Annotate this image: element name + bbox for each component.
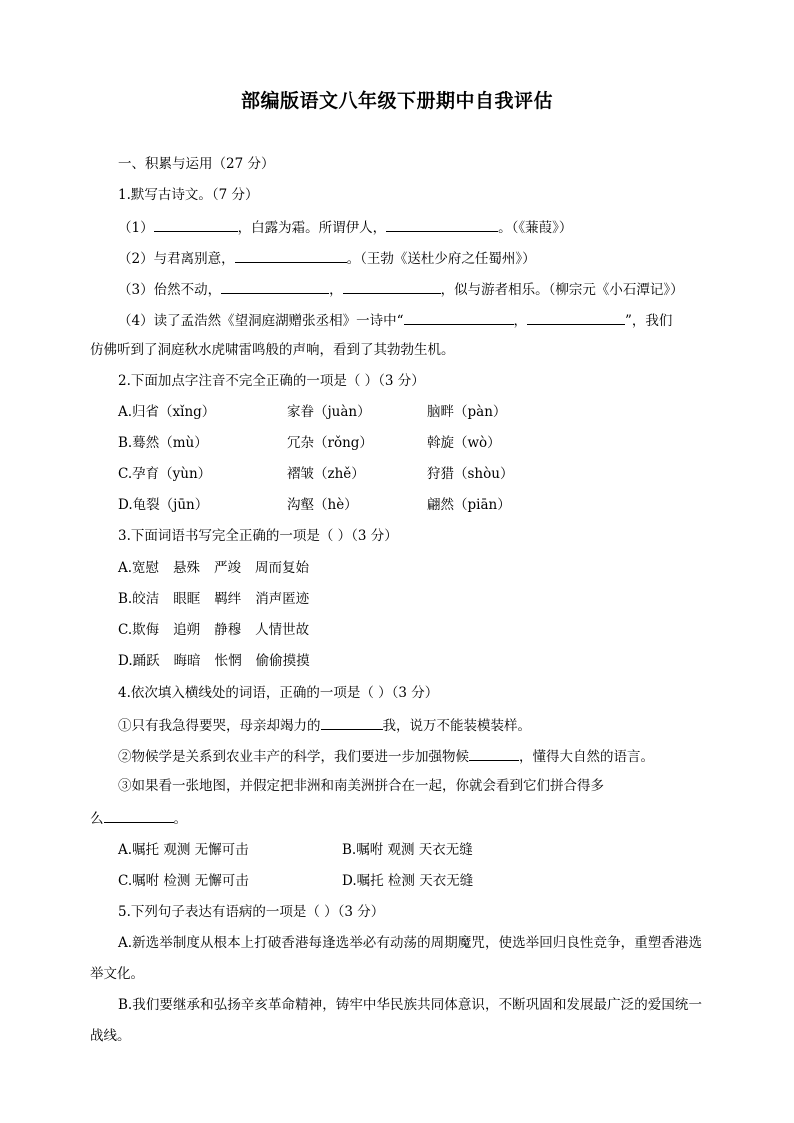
q4-option-c: C.嘱咐 检测 无懈可击: [118, 873, 249, 889]
q3-option-d: [118, 651, 324, 671]
answer-blank[interactable]: [235, 247, 347, 263]
answer-blank[interactable]: [527, 309, 625, 325]
q2-word: 家眷（juàn）: [287, 404, 371, 420]
answer-blank[interactable]: [343, 278, 441, 294]
answer-blank[interactable]: [321, 714, 383, 730]
question-1-stem: 1.默写古诗文。（7 分）: [118, 187, 259, 203]
section-heading: 一、积累与运用（27 分）: [118, 156, 275, 172]
q3-word: 羁绊: [214, 591, 242, 607]
q3-word: 消声匿迹: [255, 591, 310, 607]
q2-option: C.孕育（yùn）: [118, 466, 212, 482]
q2-word: 沟壑（hè）: [287, 497, 358, 513]
answer-blank[interactable]: [469, 745, 519, 761]
q2-option: A.归省（xǐng）: [118, 404, 216, 420]
q4-option-d: D.嘱托 检测 天衣无缝: [342, 873, 474, 889]
answer-blank[interactable]: [104, 807, 174, 823]
q3-word: B.皎洁: [118, 591, 160, 607]
q4-sentence-3-cont: [90, 807, 187, 829]
q1-line-2: [118, 247, 536, 269]
q1-l4-suffix: ”，我们: [625, 313, 673, 329]
q5-option-a: A.新选举制度从根本上打破香港每逢选举必有动荡的周期魔咒，使选举回归良性竞争，重塑香港选举文化。: [90, 935, 702, 982]
q2-option: B.蓦然（mù）: [118, 435, 208, 451]
q2-word: 斡旋（wò）: [427, 435, 501, 451]
q3-word: 怅惘: [214, 653, 242, 669]
q3-option-c: [118, 620, 323, 640]
q4-sentence-1: [118, 714, 531, 736]
q3-word: 悬殊: [173, 560, 201, 576]
q3-word: 偷偷摸摸: [255, 653, 310, 669]
q1-l3-suffix: ，似与游者相乐。（柳宗元《小石潭记》）: [440, 282, 684, 298]
q1-line-4: [118, 309, 672, 331]
q3-word: 眼眶: [173, 591, 201, 607]
answer-blank[interactable]: [221, 278, 329, 294]
q2-word: 脑畔（pàn）: [427, 404, 507, 420]
q1-l1-suffix: 。（《蒹葭》）: [498, 220, 573, 236]
q4-s2-suffix: ，懂得大自然的语言。: [519, 749, 654, 765]
q1-l1-mid: ，白露为霜。所谓伊人，: [237, 220, 387, 236]
question-2-stem: 2.下面加点字注音不完全正确的一项是（ ）（3 分）: [118, 373, 425, 389]
q4-s2-prefix: ②物候学是关系到农业丰产的科学，我们要进一步加强物候: [118, 749, 469, 765]
question-5-stem: 5.下列句子表达有语病的一项是（ ）（3 分）: [118, 904, 385, 920]
q3-word: 静穆: [214, 622, 242, 638]
q4-s1-suffix: 我，说万不能装模装样。: [382, 718, 531, 734]
q4-option-a: A.嘱托 观测 无懈可击: [118, 842, 249, 858]
q5-option-b: B.我们要继承和弘扬辛亥革命精神，铸牢中华民族共同体意识，不断巩固和发展最广泛的爱国统一战线。: [90, 997, 702, 1044]
question-3-stem: 3.下面词语书写完全正确的一项是（ ）（3 分）: [118, 528, 398, 544]
answer-blank[interactable]: [404, 309, 514, 325]
page-title: 部编版语文八年级下册期中自我评估: [240, 90, 553, 112]
q3-word: C.欺侮: [118, 622, 160, 638]
q1-l4-prefix: （4）读了孟浩然《望洞庭湖赠张丞相》一诗中“: [118, 313, 404, 329]
q3-word: D.踊跃: [118, 653, 160, 669]
q3-option-a: [118, 558, 323, 578]
q2-word: 狩猎（shòu）: [427, 466, 514, 482]
q1-l1-prefix: （1）: [118, 220, 154, 236]
q3-word: 追朔: [173, 622, 201, 638]
q1-line-1: [118, 216, 572, 238]
q2-word: 褶皱（zhě）: [287, 466, 365, 482]
q1-line-4-cont: 仿佛听到了洞庭秋水虎啸雷鸣般的声响，看到了其勃勃生机。: [90, 342, 455, 358]
q4-s1-prefix: ①只有我急得要哭，母亲却竭力的: [118, 718, 321, 734]
q4-sentence-3: ③如果看一张地图，并假定把非洲和南美洲拼合在一起，你就会看到它们拼合得多: [118, 778, 604, 794]
q4-s3-prefix: 么: [90, 811, 104, 827]
q4-sentence-2: [118, 745, 654, 767]
q3-word: 晦暗: [173, 653, 201, 669]
q3-word: A.宽慰: [118, 560, 160, 576]
q2-word: 冗杂（rǒng）: [287, 435, 373, 451]
q3-word: 周而复始: [255, 560, 310, 576]
q4-s3-suffix: 。: [173, 811, 187, 827]
q2-option: D.龟裂（jūn）: [118, 497, 209, 513]
answer-blank[interactable]: [154, 216, 238, 232]
q4-option-b: B.嘱咐 观测 天衣无缝: [342, 842, 473, 858]
q1-l2-prefix: （2）与君离别意，: [118, 251, 235, 267]
q2-word: 翩然（piān）: [427, 497, 511, 513]
q3-word: 严竣: [214, 560, 242, 576]
question-4-stem: 4.依次填入横线处的词语，正确的一项是（ ）（3 分）: [118, 685, 439, 701]
q1-l3-prefix: （3）佁然不动，: [118, 282, 222, 298]
q1-line-3: [118, 278, 684, 300]
q3-word: 人情世故: [255, 622, 310, 638]
q3-option-b: [118, 589, 323, 609]
q1-l3-mid: ，: [329, 282, 343, 298]
q1-l4-mid: ，: [513, 313, 527, 329]
answer-blank[interactable]: [386, 216, 498, 232]
q1-l2-suffix: 。（王勃《送杜少府之任蜀州》）: [346, 251, 536, 267]
